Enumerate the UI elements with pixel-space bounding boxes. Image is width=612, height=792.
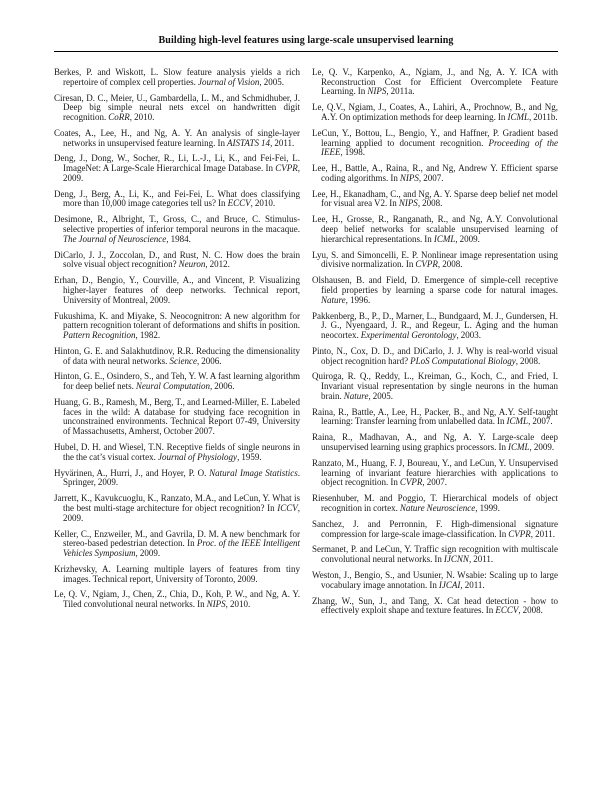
reference-text: , 2009. [63, 163, 300, 183]
reference-text: , 2010. [225, 599, 251, 610]
reference-item [54, 276, 300, 305]
reference-venue: CoRR [108, 112, 130, 122]
reference-item [312, 597, 558, 616]
reference-venue: Natural Image Statistics [209, 467, 298, 478]
reference-item [312, 408, 558, 427]
reference-venue: CVPR [275, 163, 298, 174]
reference-item [312, 459, 558, 488]
reference-text: Hinton, G. E., Osindero, S., and Teh, Y. W. A fast learning algorithm for deep belief nets. [54, 371, 300, 392]
reference-item [54, 154, 300, 183]
reference-text: Lee, H., Grosse, R., Ranganath, R., and Ng, A.Y. Convolutional deep belief networks for scalable unsupervised learning of hierarchical representations. In [312, 214, 558, 244]
reference-item [54, 565, 300, 584]
reference-text: Desimone, R., Albright, T., Gross, C., and Bruce, C. Stimulus-selective properties of inferior temporal neurons in the macaque. [54, 214, 300, 235]
reference-venue: Nature [321, 294, 346, 305]
reference-text: , 2007. [528, 416, 553, 427]
reference-item [312, 433, 558, 452]
reference-text: Fukushima, K. and Miyake, S. Neocognitron: A new algorithm for pattern recognition tolerant of deformations and shifts in position. [54, 310, 300, 331]
reference-item [312, 129, 558, 158]
reference-venue: CVPR [508, 528, 531, 539]
reference-venue: ICML [506, 416, 529, 427]
reference-venue: NIPS [206, 599, 226, 610]
reference-text: Krizhevsky, A. Learning multiple layers of features from tiny images. Technical report, University of Toronto, 2009. [54, 563, 300, 584]
reference-text: Raina, R., Madhavan, A., and Ng, A. Y. Large-scale deep unsupervised learning using graphics processors. In [312, 432, 558, 453]
references-column-left [54, 68, 300, 610]
reference-item [312, 276, 558, 305]
reference-text: Le, Q. V., Ngiam, J., Chen, Z., Chia, D., Koh, P. W., and Ng, A. Y. Tiled convolutional neural networks. In [54, 589, 300, 610]
reference-text: , 2011a. [386, 86, 415, 97]
reference-item [54, 312, 300, 341]
reference-item [54, 590, 300, 609]
reference-venue: Nature Neuroscience [399, 502, 476, 513]
reference-venue: IJCNN [443, 554, 469, 565]
reference-venue: Neuron [178, 259, 206, 270]
reference-text: , 2008. [515, 355, 541, 366]
reference-text: LeCun, Y., Bottou, L., Bengio, Y., and Haffner, P. Gradient based learning applied to document recognition. [312, 127, 558, 148]
reference-text: . Springer, 2009. [63, 467, 300, 488]
reference-text: , 2009. [455, 233, 480, 244]
reference-item [54, 68, 300, 87]
reference-item [312, 545, 558, 564]
reference-text: , 2011. [460, 579, 485, 590]
reference-item [312, 571, 558, 590]
reference-venue: ICML [508, 442, 530, 453]
reference-venue: Neural Computation [135, 381, 210, 392]
reference-text: , 1996. [345, 294, 371, 305]
reference-venue: Journal of Physiology [157, 451, 238, 462]
reference-venue: ICCV [277, 502, 298, 513]
reference-text: Le, Q. V., Karpenko, A., Ngiam, J., and Ng, A. Y. ICA with Reconstruction Cost for Efficient Overcomplete Feature Learning. In [312, 67, 558, 97]
reference-venue: AISTATS 14 [227, 137, 271, 148]
reference-text: , 2009. [135, 547, 161, 558]
reference-venue: Proc. of the IEEE Intelligent Vehicles Symposium [63, 538, 300, 558]
reference-text: , 2008. [518, 605, 543, 616]
reference-item [54, 443, 300, 462]
reference-text: Ciresan, D. C., Meier, U., Gambardella, L. M., and Schmidhuber, J. Deep big simple neural nets excel on handwritten digit recognition. [54, 92, 300, 122]
reference-text: , 2008. [417, 198, 443, 209]
reference-text: Berkes, P. and Wiskott, L. Slow feature analysis yields a rich repertoire of complex cell properties. [54, 67, 300, 87]
reference-venue: Nature [343, 390, 369, 401]
reference-text: , 1998. [340, 147, 366, 158]
reference-item [54, 215, 300, 244]
reference-venue: IJCAI [438, 579, 461, 590]
reference-text: , 1984. [166, 233, 191, 244]
reference-venue: NIPS [367, 86, 387, 97]
reference-item [312, 494, 558, 513]
reference-text: , 2011. [468, 554, 494, 565]
reference-text: Sermanet, P. and LeCun, Y. Traffic sign recognition with multiscale convolutional neural networks. In [312, 544, 558, 565]
reference-item [312, 312, 558, 341]
reference-text: , 1999. [475, 502, 500, 513]
reference-text: , 2005. [368, 390, 394, 401]
reference-text: , 2008. [437, 259, 463, 270]
reference-item [54, 494, 300, 523]
reference-text: Le, Q.V., Ngiam, J., Coates, A., Lahiri, A., Prochnow, B., and Ng, A.Y. On optimization methods for deep learning. In [312, 102, 558, 122]
reference-text: Hyvärinen, A., Hurri, J., and Hoyer, P. O. [54, 467, 210, 478]
reference-text: Hinton, G. E. and Salakhutdinov, R.R. Reducing the dimensionality of data with neural networks. [54, 345, 300, 366]
reference-item [312, 190, 558, 209]
reference-text: Olshausen, B. and Field, D. Emergence of simple-cell receptive field properties by learning a sparse code for natural images. [312, 275, 558, 295]
reference-text: , 2003. [456, 329, 482, 340]
reference-venue: NIPS [398, 198, 418, 209]
reference-text: DiCarlo, J. J., Zoccolan, D., and Rust, N. C. How does the brain solve visual object recognition? [54, 249, 300, 270]
reference-item [54, 129, 300, 148]
reference-venue: Experimental Gerontology [360, 329, 457, 340]
reference-text: , 2011. [270, 137, 295, 148]
reference-venue: The Journal of Neuroscience [63, 233, 167, 244]
reference-venue: Science [169, 355, 197, 366]
reference-text: Zhang, W., Sun, J., and Tang, X. Cat head detection - how to effectively exploit shape and texture features. In [312, 595, 558, 616]
reference-text: Lee, H., Ekanadham, C., and Ng, A. Y. Sparse deep belief net model for visual area V2. In [312, 188, 558, 209]
reference-text: , 2005. [259, 76, 284, 87]
reference-text: Erhan, D., Bengio, Y., Courville, A., and Vincent, P. Visualizing higher-layer features of deep networks. Technical report, University of Montreal, 2009. [54, 275, 300, 305]
reference-venue: ICML [507, 112, 529, 122]
reference-text: Riesenhuber, M. and Poggio, T. Hierarchical models of object recognition in cortex. [312, 493, 558, 513]
reference-text: Huang, G. B., Ramesh, M., Berg, T., and Learned-Miller, E. Labeled faces in the wild: A database for studying face recognition in unconstrained environments. Technical Report 07-49, University of Massachusetts, Amherst, October 2007. [54, 397, 300, 437]
reference-item [312, 251, 558, 270]
reference-text: Jarrett, K., Kavukcuoglu, K., Ranzato, M.A., and LeCun, Y. What is the best multi-stage architecture for object recognition? In [54, 493, 300, 513]
reference-venue: Proceeding of the IEEE [321, 137, 558, 158]
reference-item [312, 215, 558, 244]
reference-item [54, 398, 300, 437]
reference-text: , 2011. [530, 528, 555, 539]
reference-venue: Journal of Vision [197, 76, 260, 87]
reference-text: , 1959. [237, 451, 262, 462]
reference-text: , 2009. [529, 442, 555, 453]
reference-text: Keller, C., Enzweiler, M., and Gavrila, D. M. A new benchmark for stereo-based pedestrian detection. In [54, 528, 300, 549]
reference-text: , 1982. [135, 329, 161, 340]
reference-text: Lee, H., Battle, A., Raina, R., and Ng, Andrew Y. Efficient sparse coding algorithms. In [312, 163, 558, 183]
reference-venue: CVPR [399, 477, 423, 488]
reference-venue: Pattern Recognition [63, 329, 136, 340]
reference-text: Quiroga, R. Q., Reddy, L., Kreiman, G., Koch, C., and Fried, I. Invariant visual representation by single neurons in the human brain. [312, 371, 558, 401]
reference-venue: CVPR [415, 259, 438, 270]
reference-text: Weston, J., Bengio, S., and Usunier, N. Wsabie: Scaling up to large vocabulary image annotation. In [312, 570, 558, 590]
reference-item [312, 68, 558, 97]
reference-text: , 2011b. [528, 112, 558, 122]
reference-text: Ranzato, M., Huang, F. J, Boureau, Y., and LeCun, Y. Unsupervised learning of invariant feature hierarchies with applications to object recognition. In [312, 457, 558, 488]
reference-item [54, 190, 300, 209]
reference-text: , 2012. [205, 259, 230, 270]
reference-item [54, 530, 300, 559]
reference-text: , 2009. [63, 502, 300, 523]
reference-text: , 2010. [250, 198, 276, 209]
reference-text: Sanchez, J. and Perronnin, F. High-dimensional signature compression for large-scale image-classification. In [312, 518, 558, 539]
references-column-right [312, 68, 558, 616]
reference-venue: ECCV [495, 605, 519, 616]
reference-text: Lyu, S. and Simoncelli, E. P. Nonlinear image representation using divisive normalization. In [312, 249, 558, 270]
reference-text: , 2010. [129, 112, 155, 122]
reference-text: , 2006. [209, 381, 235, 392]
reference-text: , 2007. [422, 477, 447, 488]
reference-text: , 2006. [196, 355, 222, 366]
reference-text: , 2007. [418, 172, 444, 183]
reference-text: Deng, J., Dong, W., Socher, R., Li, L.-J., Li, K., and Fei-Fei, L. ImageNet: A Large-Scale Hierarchical Image Database. In [54, 153, 300, 174]
reference-venue: PLoS Computational Biology [410, 355, 516, 366]
reference-item [54, 251, 300, 270]
reference-text: Hubel, D. H. and Wiesel, T.N. Receptive fields of single neurons in the the cat’s visual cortex. [54, 442, 300, 462]
reference-text: Deng, J., Berg, A., Li, K., and Fei-Fei, L. What does classifying more than 10,000 image categories tell us? In [54, 188, 300, 209]
reference-venue: ECCV [227, 198, 251, 209]
paper-title: Building high-level features using large-scale unsupervised learning [158, 35, 454, 46]
reference-item [312, 164, 558, 183]
reference-item [54, 347, 300, 366]
reference-venue: NIPS [399, 172, 419, 183]
references-columns [0, 52, 612, 616]
reference-text: Pinto, N., Cox, D. D., and DiCarlo, J. J. Why is real-world visual object recognition hard? [312, 345, 558, 366]
reference-text: Coates, A., Lee, H., and Ng, A. Y. An analysis of single-layer networks in unsupervised feature learning. In [54, 127, 300, 148]
reference-venue: ICML [433, 233, 456, 244]
reference-item [54, 372, 300, 391]
reference-item [312, 520, 558, 539]
running-header [0, 0, 612, 52]
reference-item [54, 469, 300, 488]
reference-item [312, 372, 558, 401]
reference-item [312, 347, 558, 366]
reference-text: Raina, R., Battle, A., Lee, H., Packer, B., and Ng, A.Y. Self-taught learning: Transfer learning from unlabelled data. In [312, 406, 558, 427]
reference-text: Pakkenberg, B., P., D., Marner, L., Bundgaard, M. J., Gundersen, H. J. G., Nyengaard, J. R., and Regeur, L. Aging and the human neocortex. [312, 310, 558, 340]
reference-item [54, 94, 300, 123]
reference-item [312, 103, 558, 122]
